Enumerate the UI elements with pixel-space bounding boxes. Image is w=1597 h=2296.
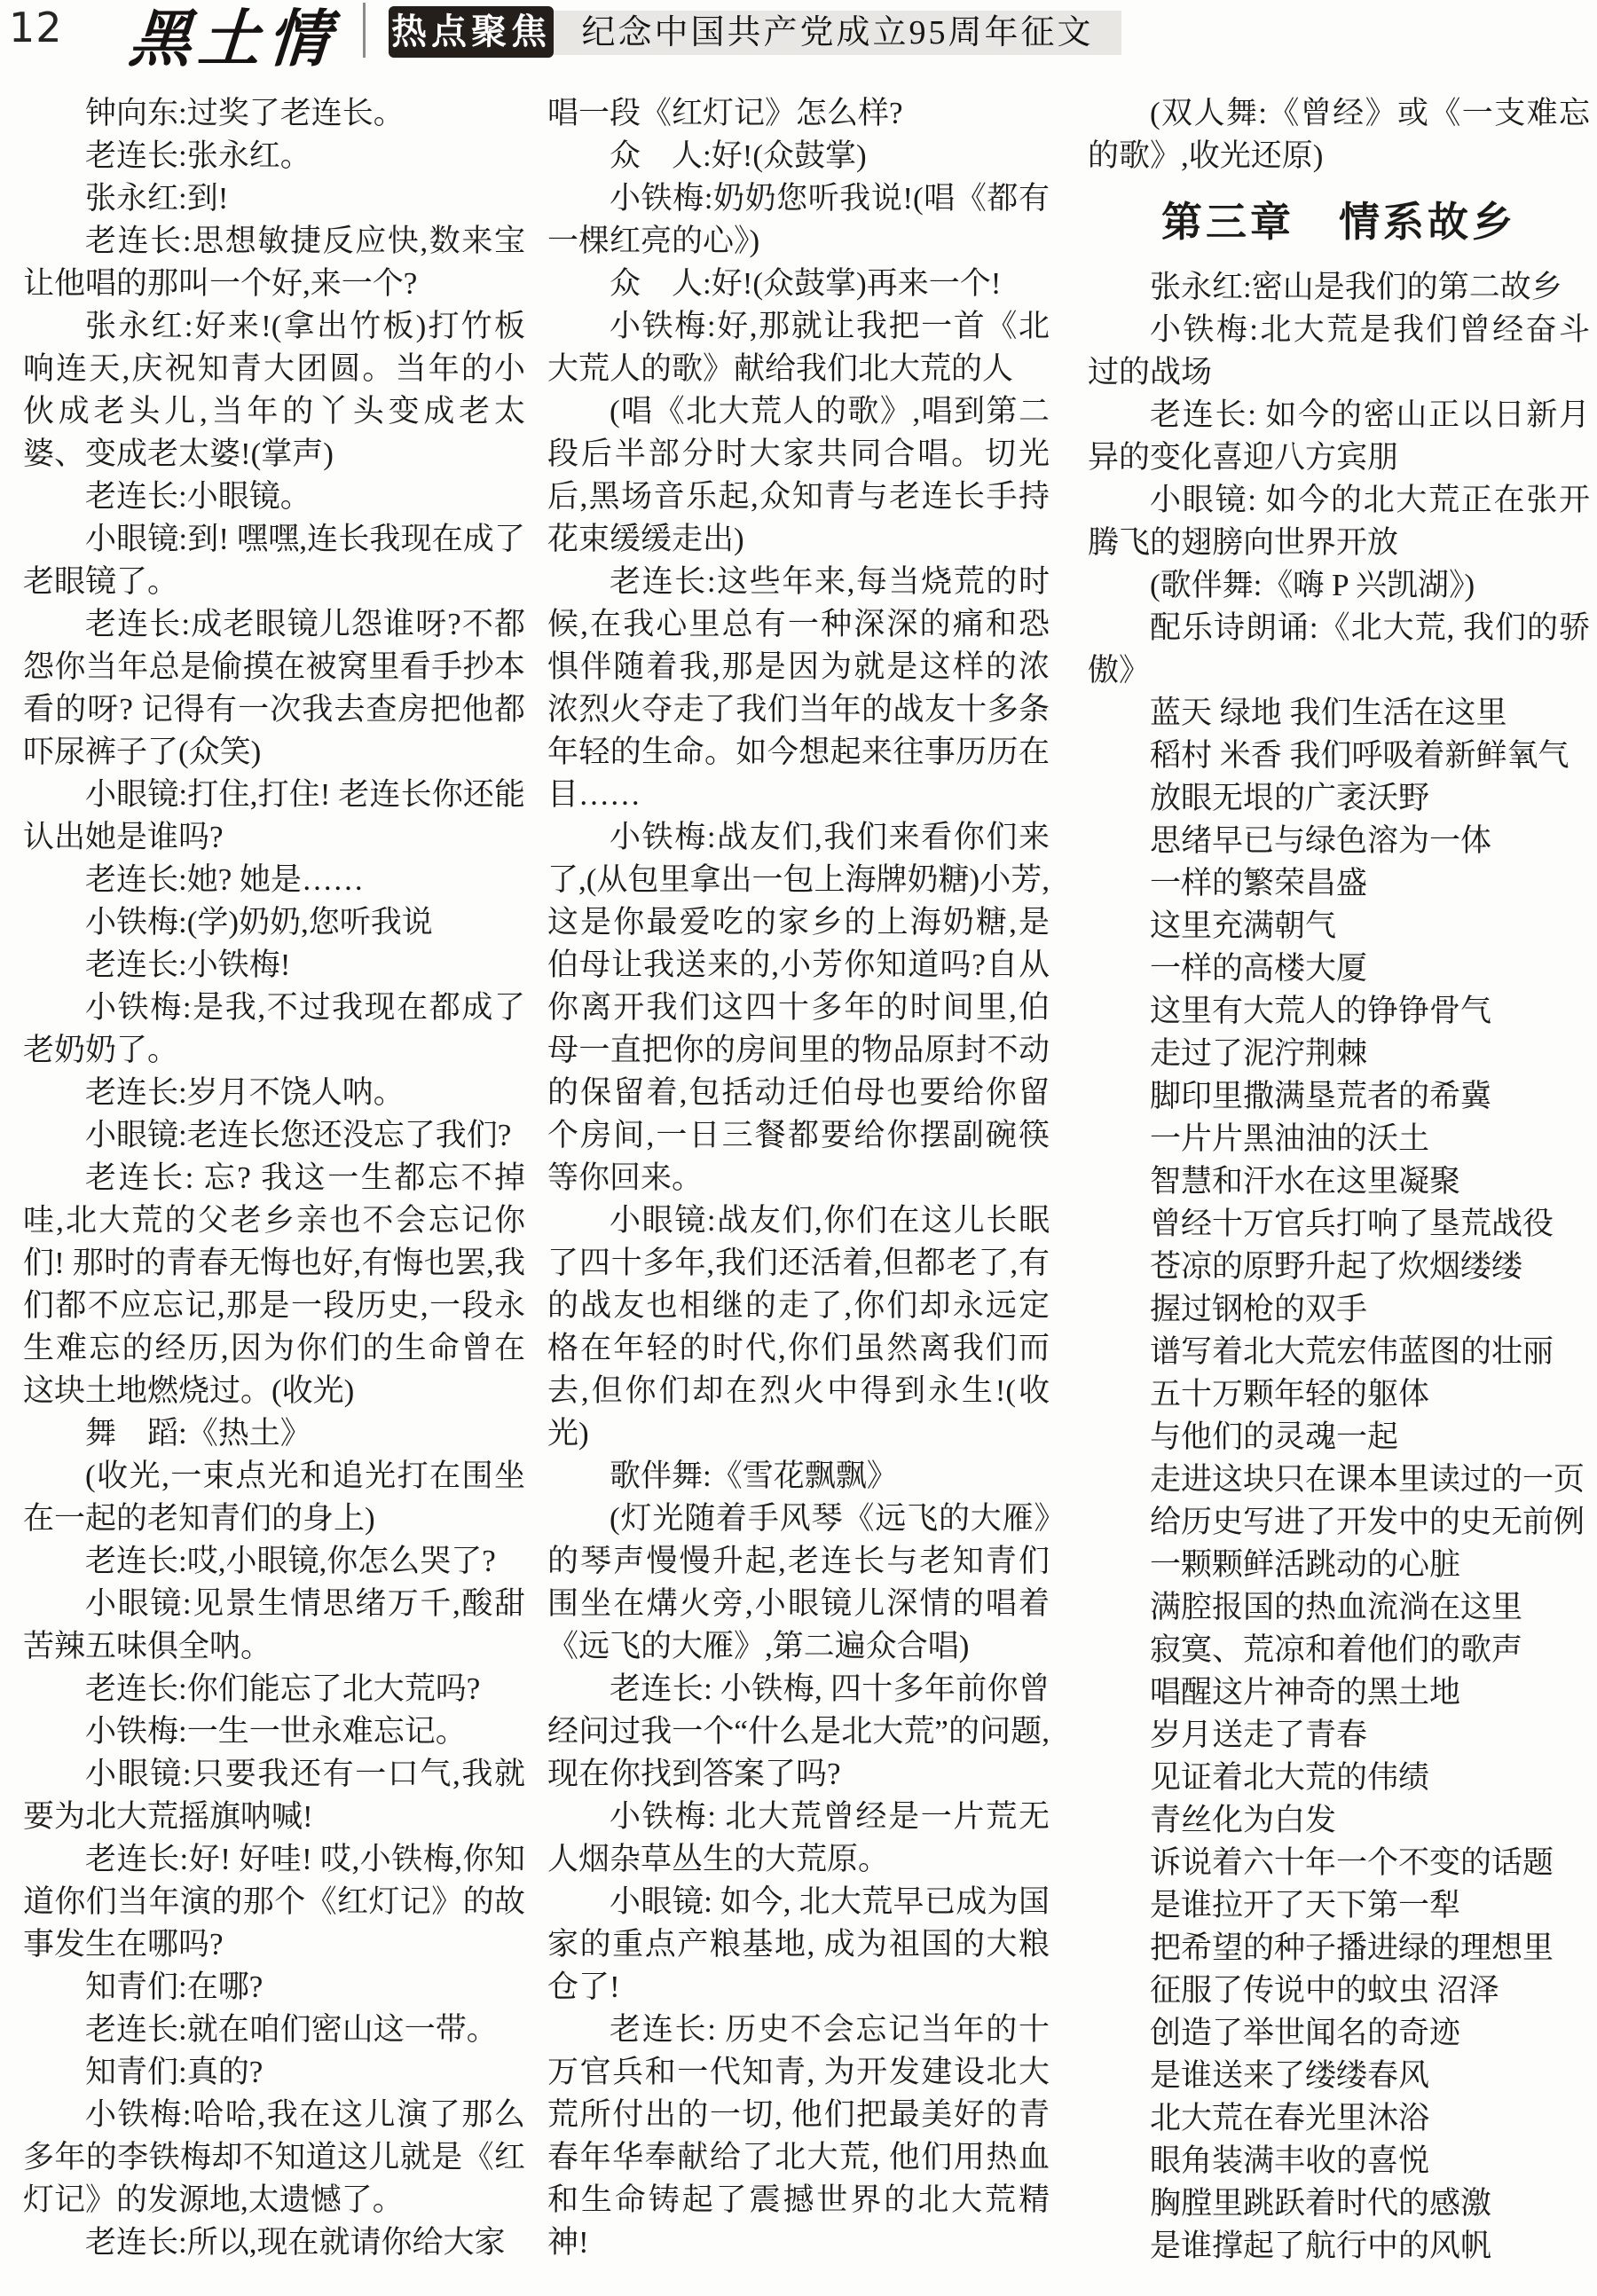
paragraph: 小铁梅:哈哈,我在这儿演了那么多年的李铁梅却不知道这儿就是《红灯记》的发源地,太遗憾了。 [23,2097,525,2217]
verse-line: 走过了泥泞荆棘 [1150,1036,1368,1071]
verse-line: 与他们的灵魂一起 [1150,1419,1399,1454]
verse-line: 寂寞、荒凉和着他们的歌声 [1150,1632,1523,1667]
verse-line: 是谁拉开了天下第一犁 [1150,1888,1461,1923]
paragraph: (唱《北大荒人的歌》,唱到第二段后半部分时大家共同合唱。切光后,黑场音乐起,众知青与老连长手持花束缓缓走出) [547,394,1050,556]
verse-line: 是谁撑起了航行中的风帆 [1150,2229,1492,2263]
paragraph: 小铁梅:(学)奶奶,您听我说 [85,905,433,940]
verse-line: 诉说着六十年一个不变的话题 [1150,1845,1554,1880]
paragraph: 知青们:真的? [85,2055,264,2089]
verse-line: 一片片黑油油的沃土 [1150,1121,1430,1156]
paragraph: 小眼镜:战友们,你们在这儿长眠了四十多年,我们还活着,但都老了,有的战友也相继的走了,你们却永远定格在年轻的时代,你们虽然离我们而去,但你们却在烈火中得到永生!(收光) [547,1203,1050,1451]
paragraph: (歌伴舞:《嗨 P 兴凯湖》) [1150,568,1475,602]
verse-line: 五十万颗年轻的躯体 [1150,1377,1430,1411]
verse-line: 北大荒在春光里沐浴 [1150,2101,1430,2135]
paragraph: 钟向东:过奖了老连长。 [85,96,405,130]
verse-line: 苍凉的原野升起了炊烟缕缕 [1150,1249,1523,1284]
verse-line: 一颗颗鲜活跳动的心脏 [1150,1547,1461,1582]
verse-line: 把希望的种子播进绿的理想里 [1150,1930,1554,1965]
verse-line: 稻村 米香 我们呼吸着新鲜氧气 [1150,738,1569,773]
verse-line: 脚印里撒满垦荒者的希冀 [1150,1079,1492,1113]
paragraph: 小铁梅:奶奶您听我说!(唱《都有一棵红亮的心》) [547,181,1050,258]
verse-line: 给历史写进了开发中的史无前例 [1150,1505,1585,1539]
paragraph: 张永红:到! [85,181,229,216]
paragraph: 知青们:在哪? [85,1970,264,2004]
verse-line: 握过钢枪的双手 [1150,1292,1368,1326]
paragraph: 配乐诗朗诵:《北大荒, 我们的骄傲》 [1088,610,1590,688]
verse-line: 智慧和汗水在这里凝聚 [1150,1164,1461,1199]
verse-line: 满腔报国的热血流淌在这里 [1150,1590,1523,1624]
verse-line: 青丝化为白发 [1150,1803,1337,1837]
paragraph: 小铁梅:北大荒是我们曾经奋斗过的战场 [1088,312,1590,389]
paragraph: 老连长:所以,现在就请你给大家 [85,2225,506,2260]
page-header [0,0,1597,75]
paragraph: 老连长: 小铁梅, 四十多年前你曾经问过我一个“什么是北大荒”的问题,现在你找到答案了吗? [547,1671,1050,1791]
paragraph: 舞 蹈:《热土》 [85,1416,311,1451]
paragraph: 小眼镜: 如今, 北大荒早已成为国家的重点产粮基地, 成为祖国的大粮仓了! [547,1884,1050,2004]
text-column-1 [23,92,525,2296]
paragraph: 小铁梅:是我,不过我现在都成了老奶奶了。 [23,990,525,1067]
paragraph: 老连长: 如今的密山正以日新月异的变化喜迎八方宾朋 [1088,397,1590,475]
paragraph: 小眼镜:到! 嘿嘿,连长我现在成了老眼镜了。 [23,522,525,599]
paragraph-continuation: 唱一段《红灯记》怎么样? [547,96,903,130]
verse-line: 走进这块只在课本里读过的一页 [1150,1462,1585,1497]
verse-line: 见证着北大荒的伟绩 [1150,1760,1430,1795]
paragraph: 老连长:就在咱们密山这一带。 [85,2012,498,2047]
verse-line: 胸膛里跳跃着时代的感激 [1150,2186,1492,2221]
paragraph: 众 人:好!(众鼓掌)再来一个! [610,266,1002,301]
header-divider [363,3,366,58]
paragraph: 老连长:你们能忘了北大荒吗? [85,1671,481,1706]
paragraph: (灯光随着手风琴《远飞的大雁》的琴声慢慢升起,老连长与老知青们围坐在煹火旁,小眼镜儿深情的唱着《远飞的大雁》,第二遍众合唱) [547,1501,1050,1663]
banner-title: 纪念中国共产党成立95周年征文 [554,11,1121,55]
verse-line: 眼角装满丰收的喜悦 [1150,2143,1430,2178]
verse-line: 这里充满朝气 [1150,908,1337,943]
paragraph: 老连长:成老眼镜儿怨谁呀?不都怨你当年总是偷摸在被窝里看手抄本看的呀? 记得有一次我去查房把他都吓尿裤子了(众笑) [23,607,525,769]
paragraph: 老连长:好! 好哇! 哎,小铁梅,你知道你们当年演的那个《红灯记》的故事发生在哪吗? [23,1842,525,1962]
verse-line: 唱醒这片神奇的黑土地 [1150,1675,1461,1710]
text-column-2 [547,92,1050,2296]
paragraph: 老连长:小眼镜。 [85,479,311,514]
paragraph: 小铁梅: 北大荒曾经是一片荒无人烟杂草丛生的大荒原。 [547,1799,1050,1876]
paragraph: 老连长:岁月不饶人呐。 [85,1075,405,1110]
verse-line: 曾经十万官兵打响了垦荒战役 [1150,1207,1554,1241]
paragraph: 老连长:她? 她是…… [85,862,365,897]
verse-line: 谱写着北大荒宏伟蓝图的壮丽 [1150,1334,1554,1369]
verse-line: 一样的高楼大厦 [1150,951,1368,986]
masthead-logo: 黑土情 [126,6,340,75]
paragraph: 老连长:小铁梅! [85,947,291,982]
paragraph: 小眼镜:打住,打住! 老连长你还能认出她是谁吗? [23,777,525,854]
verse-line: 创造了举世闻名的奇迹 [1150,2016,1461,2050]
verse-line: 是谁送来了缕缕春风 [1150,2058,1430,2093]
paragraph: 老连长: 忘? 我这一生都忘不掉哇,北大荒的父老乡亲也不会忘记你们! 那时的青春无悔也好,有悔也罢,我们都不应忘记,那是一段历史,一段永生难忘的经历,因为你们的生命曾在这块土地燃烧过。(收光) [23,1160,525,1408]
text-column-3 [1088,92,1590,2296]
verse-line: 一样的繁荣昌盛 [1150,866,1368,900]
paragraph: 小眼镜:老连长您还没忘了我们? [85,1118,512,1152]
paragraph: 老连长:这些年来,每当烧荒的时候,在我心里总有一种深深的痛和恐惧伴随着我,那是因为就是这样的浓浓烈火夺走了我们当年的战友十多条年轻的生命。如今想起来往事历历在目…… [547,564,1050,812]
paragraph: 小铁梅:好,那就让我把一首《北大荒人的歌》献给我们北大荒的人 [547,309,1050,386]
chapter-heading: 第三章 情系故乡 [1161,199,1516,245]
paragraph: 老连长:哎,小眼镜,你怎么哭了? [85,1544,496,1578]
paragraph: 小眼镜:见景生情思绪万千,酸甜苦辣五味俱全呐。 [23,1586,525,1663]
verse-line: 蓝天 绿地 我们生活在这里 [1150,696,1507,730]
paragraph: 小眼镜:只要我还有一口气,我就要为北大荒摇旗呐喊! [23,1757,525,1834]
verse-line: 岁月送走了青春 [1150,1718,1368,1752]
verse-line: 这里有大荒人的铮铮骨气 [1150,994,1492,1028]
paragraph: 张永红:好来!(拿出竹板)打竹板响连天,庆祝知青大团圆。当年的小伙成老头儿,当年的丫头变成老太婆、变成老太婆!(掌声) [23,309,525,471]
paragraph: 小眼镜: 如今的北大荒正在张开腾飞的翅膀向世界开放 [1088,483,1590,560]
section-badge: 热点聚焦 [389,6,554,58]
verse-line: 征服了传说中的蚊虫 沼泽 [1150,1973,1499,2008]
paragraph: 老连长:思想敏捷反应快,数来宝让他唱的那叫一个好,来一个? [23,224,525,301]
paragraph: (收光,一束点光和追光打在围坐在一起的老知青们的身上) [23,1459,525,1536]
paragraph: (双人舞:《曾经》或《一支难忘的歌》,收光还原) [1088,96,1590,173]
verse-line: 放眼无垠的广袤沃野 [1150,781,1430,815]
page-number: 12 [9,4,63,51]
paragraph: 张永红:密山是我们的第二故乡 [1150,270,1562,304]
paragraph: 小铁梅:一生一世永难忘记。 [85,1714,467,1749]
paragraph: 老连长: 历史不会忘记当年的十万官兵和一代知青, 为开发建设北大荒所付出的一切, 他们把最美好的青春年华奉献给了北大荒, 他们用热血和生命铸起了震撼世界的北大荒精神! [547,2012,1050,2260]
paragraph: 众 人:好!(众鼓掌) [610,138,867,173]
paragraph: 歌伴舞:《雪花飘飘》 [610,1459,898,1493]
verse-line: 思绪早已与绿色溶为一体 [1150,823,1492,858]
paragraph: 老连长:张永红。 [85,138,311,173]
paragraph: 小铁梅:战友们,我们来看你们来了,(从包里拿出一包上海牌奶糖)小芳,这是你最爱吃的家乡的上海奶糖,是伯母让我送来的,小芳你知道吗?自从你离开我们这四十多年的时间里,伯母一直把你的房间里的物品原封不动的保留着,包括动迁伯母也要给你留个房间,一日三餐都要给你摆副碗筷等你回来。 [547,820,1050,1195]
